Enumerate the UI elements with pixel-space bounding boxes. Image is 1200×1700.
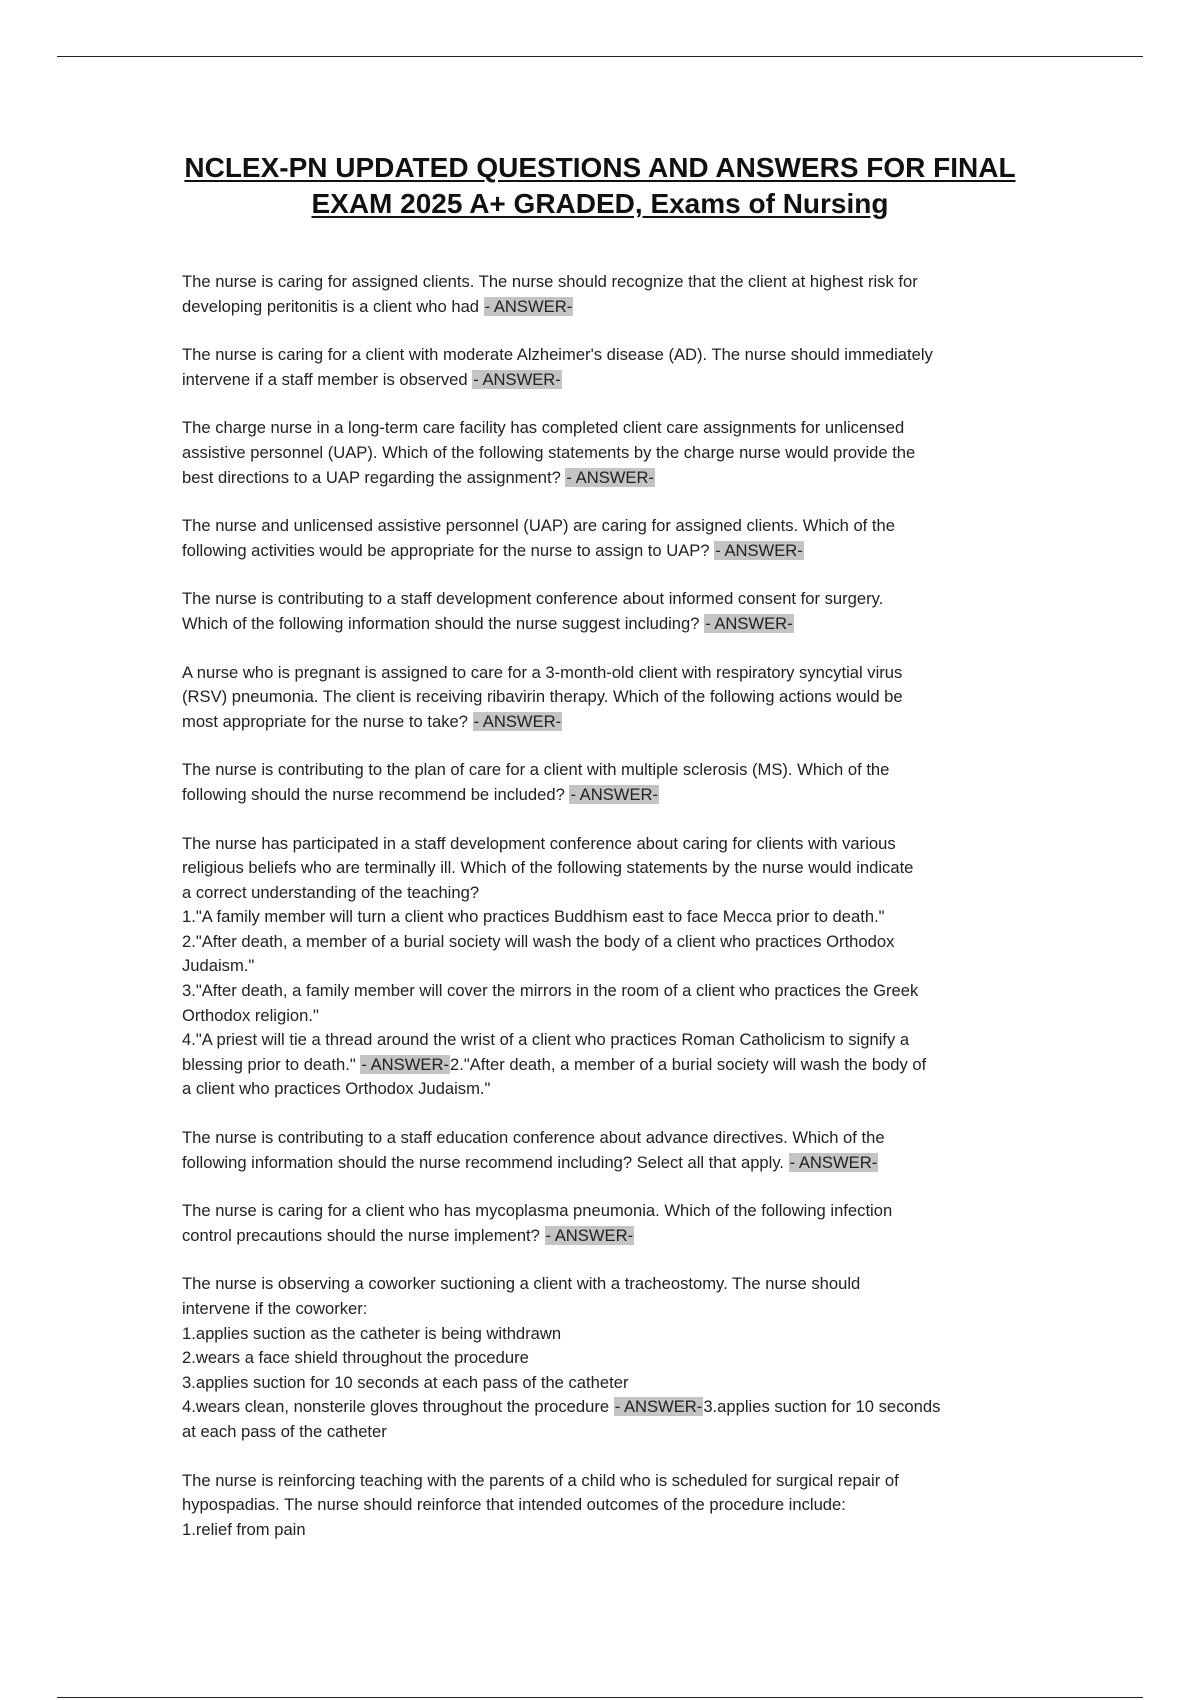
- answer-marker: - ANSWER-: [545, 1225, 634, 1245]
- question-text: Orthodox religion.": [182, 1005, 319, 1025]
- question-text: The nurse is contributing to a staff development conference about informed consent for surgery.: [182, 589, 884, 609]
- question-text: The nurse is observing a coworker suctioning a client with a tracheostomy. The nurse should: [182, 1274, 861, 1294]
- answer-text: 3.applies suction for 10 seconds: [703, 1397, 941, 1417]
- question-text: The nurse has participated in a staff development conference about caring for clients with various: [182, 833, 896, 853]
- question-line: [182, 856, 1022, 881]
- question-line: [182, 270, 1022, 295]
- question-text: developing peritonitis is a client who had: [182, 296, 484, 316]
- answer-marker: - ANSWER-: [473, 711, 562, 731]
- question-text: following information should the nurse recommend including? Select all that apply.: [182, 1152, 789, 1172]
- question-line: [182, 685, 1022, 710]
- question-item: [182, 1126, 1022, 1175]
- question-text: A nurse who is pregnant is assigned to care for a 3-month-old client with respiratory syncytial virus: [182, 662, 903, 682]
- question-item: [182, 661, 1022, 735]
- question-line: [182, 1053, 1022, 1078]
- answer-marker: - ANSWER-: [566, 467, 655, 487]
- question-line: [182, 661, 1022, 686]
- question-line: [182, 343, 1022, 368]
- question-line: [182, 1322, 1022, 1347]
- question-text: The charge nurse in a long-term care facility has completed client care assignments for unlicensed: [182, 418, 905, 438]
- question-text: The nurse is reinforcing teaching with the parents of a child who is scheduled for surgical repair of: [182, 1470, 899, 1490]
- question-line: [182, 1224, 1022, 1249]
- question-line: [182, 1469, 1022, 1494]
- question-item: [182, 832, 1022, 1103]
- answer-text: 2."After death, a member of a burial society will wash the body of: [449, 1054, 927, 1074]
- question-line: [182, 612, 1022, 637]
- question-line: [182, 1297, 1022, 1322]
- question-item: [182, 758, 1022, 807]
- question-line: [182, 295, 1022, 320]
- question-line: [182, 587, 1022, 612]
- question-line: [182, 783, 1022, 808]
- question-text: 3."After death, a family member will cover the mirrors in the room of a client who practices the Greek: [182, 981, 919, 1001]
- question-text: 1.relief from pain: [182, 1519, 306, 1539]
- question-list: [182, 270, 1022, 1566]
- question-text: intervene if a staff member is observed: [182, 369, 473, 389]
- question-line: [182, 539, 1022, 564]
- question-text: a correct understanding of the teaching?: [182, 882, 480, 902]
- answer-text-continued: a client who practices Orthodox Judaism.": [182, 1079, 491, 1099]
- answer-text-continued: at each pass of the catheter: [182, 1421, 387, 1441]
- question-line: [182, 441, 1022, 466]
- question-line: [182, 1151, 1022, 1176]
- title-line-2: EXAM 2025 A+ GRADED, Exams of Nursing: [311, 188, 889, 219]
- question-text: hypospadias. The nurse should reinforce that intended outcomes of the procedure include:: [182, 1495, 846, 1515]
- question-text: The nurse and unlicensed assistive personnel (UAP) are caring for assigned clients. Which of the: [182, 516, 895, 536]
- question-text: The nurse is caring for assigned clients. The nurse should recognize that the client at highest risk for: [182, 272, 918, 291]
- question-text: control precautions should the nurse implement?: [182, 1225, 545, 1245]
- answer-marker: - ANSWER-: [361, 1054, 449, 1074]
- question-line: [182, 930, 1022, 955]
- question-item: [182, 416, 1022, 490]
- question-text: 2."After death, a member of a burial society will wash the body of a client who practices Orthodox: [182, 931, 895, 951]
- answer-marker: - ANSWER-: [705, 613, 793, 633]
- question-text: 4.wears clean, nonsterile gloves throughout the procedure: [182, 1397, 614, 1417]
- answer-marker: - ANSWER-: [570, 784, 659, 804]
- question-line: [182, 1126, 1022, 1151]
- question-line: [182, 832, 1022, 857]
- document-title: [150, 150, 1050, 222]
- question-line: [182, 1272, 1022, 1297]
- question-line: [182, 1028, 1022, 1053]
- question-text: (RSV) pneumonia. The client is receiving ribavirin therapy. Which of the following actions would be: [182, 687, 903, 707]
- answer-marker: - ANSWER-: [484, 296, 573, 316]
- footer-rule: [57, 1697, 1143, 1698]
- question-text: most appropriate for the nurse to take?: [182, 711, 473, 731]
- question-text: best directions to a UAP regarding the assignment?: [182, 467, 566, 487]
- question-text: The nurse is contributing to the plan of care for a client with multiple sclerosis (MS). Which of the: [182, 760, 890, 780]
- question-text: Which of the following information should the nurse suggest including?: [182, 613, 705, 633]
- question-line: [182, 1346, 1022, 1371]
- question-line: [182, 514, 1022, 539]
- question-item: [182, 514, 1022, 563]
- question-text: The nurse is caring for a client who has mycoplasma pneumonia. Which of the following infection: [182, 1201, 893, 1221]
- question-line: [182, 881, 1022, 906]
- question-text: 4."A priest will tie a thread around the wrist of a client who practices Roman Catholicism to signify a: [182, 1030, 910, 1050]
- header-rule: [57, 56, 1143, 57]
- question-line: [182, 758, 1022, 783]
- question-text: Judaism.": [182, 956, 255, 976]
- question-line: [182, 954, 1022, 979]
- question-item: [182, 270, 1022, 319]
- title-line-1: NCLEX-PN UPDATED QUESTIONS AND ANSWERS FOR FINAL: [184, 152, 1016, 183]
- question-line: [182, 1371, 1022, 1396]
- question-item: [182, 587, 1022, 636]
- question-text: following should the nurse recommend be included?: [182, 784, 570, 804]
- question-text: The nurse is caring for a client with moderate Alzheimer's disease (AD). The nurse should immediately: [182, 345, 933, 365]
- question-line: [182, 710, 1022, 735]
- question-item: [182, 343, 1022, 392]
- question-line: [182, 466, 1022, 491]
- question-text: The nurse is contributing to a staff education conference about advance directives. Which of the: [182, 1128, 885, 1148]
- question-line: [182, 979, 1022, 1004]
- answer-marker: - ANSWER-: [473, 369, 561, 389]
- answer-marker: - ANSWER-: [789, 1152, 878, 1172]
- question-text: following activities would be appropriate for the nurse to assign to UAP?: [182, 540, 715, 560]
- answer-marker: - ANSWER-: [715, 540, 803, 560]
- question-item: [182, 1199, 1022, 1248]
- question-line: [182, 905, 1022, 930]
- question-line: [182, 1518, 1022, 1543]
- question-line: [182, 416, 1022, 441]
- question-text: assistive personnel (UAP). Which of the following statements by the charge nurse would provide the: [182, 442, 916, 462]
- question-line: [182, 368, 1022, 393]
- question-text: religious beliefs who are terminally ill. Which of the following statements by the nurse would indicate: [182, 858, 914, 878]
- question-line: [182, 1199, 1022, 1224]
- question-line: [182, 1493, 1022, 1518]
- question-text: intervene if the coworker:: [182, 1299, 368, 1318]
- question-text: blessing prior to death.": [182, 1054, 361, 1074]
- answer-marker: - ANSWER-: [614, 1397, 703, 1417]
- question-text: 3.applies suction for 10 seconds at each pass of the catheter: [182, 1372, 629, 1392]
- question-text: 2.wears a face shield throughout the procedure: [182, 1348, 529, 1368]
- question-line: [182, 1395, 1022, 1420]
- question-line: [182, 1004, 1022, 1029]
- question-text: 1."A family member will turn a client who practices Buddhism east to face Mecca prior to death.": [182, 907, 885, 927]
- question-item: [182, 1469, 1022, 1543]
- question-text: 1.applies suction as the catheter is being withdrawn: [182, 1323, 562, 1343]
- question-item: [182, 1272, 1022, 1444]
